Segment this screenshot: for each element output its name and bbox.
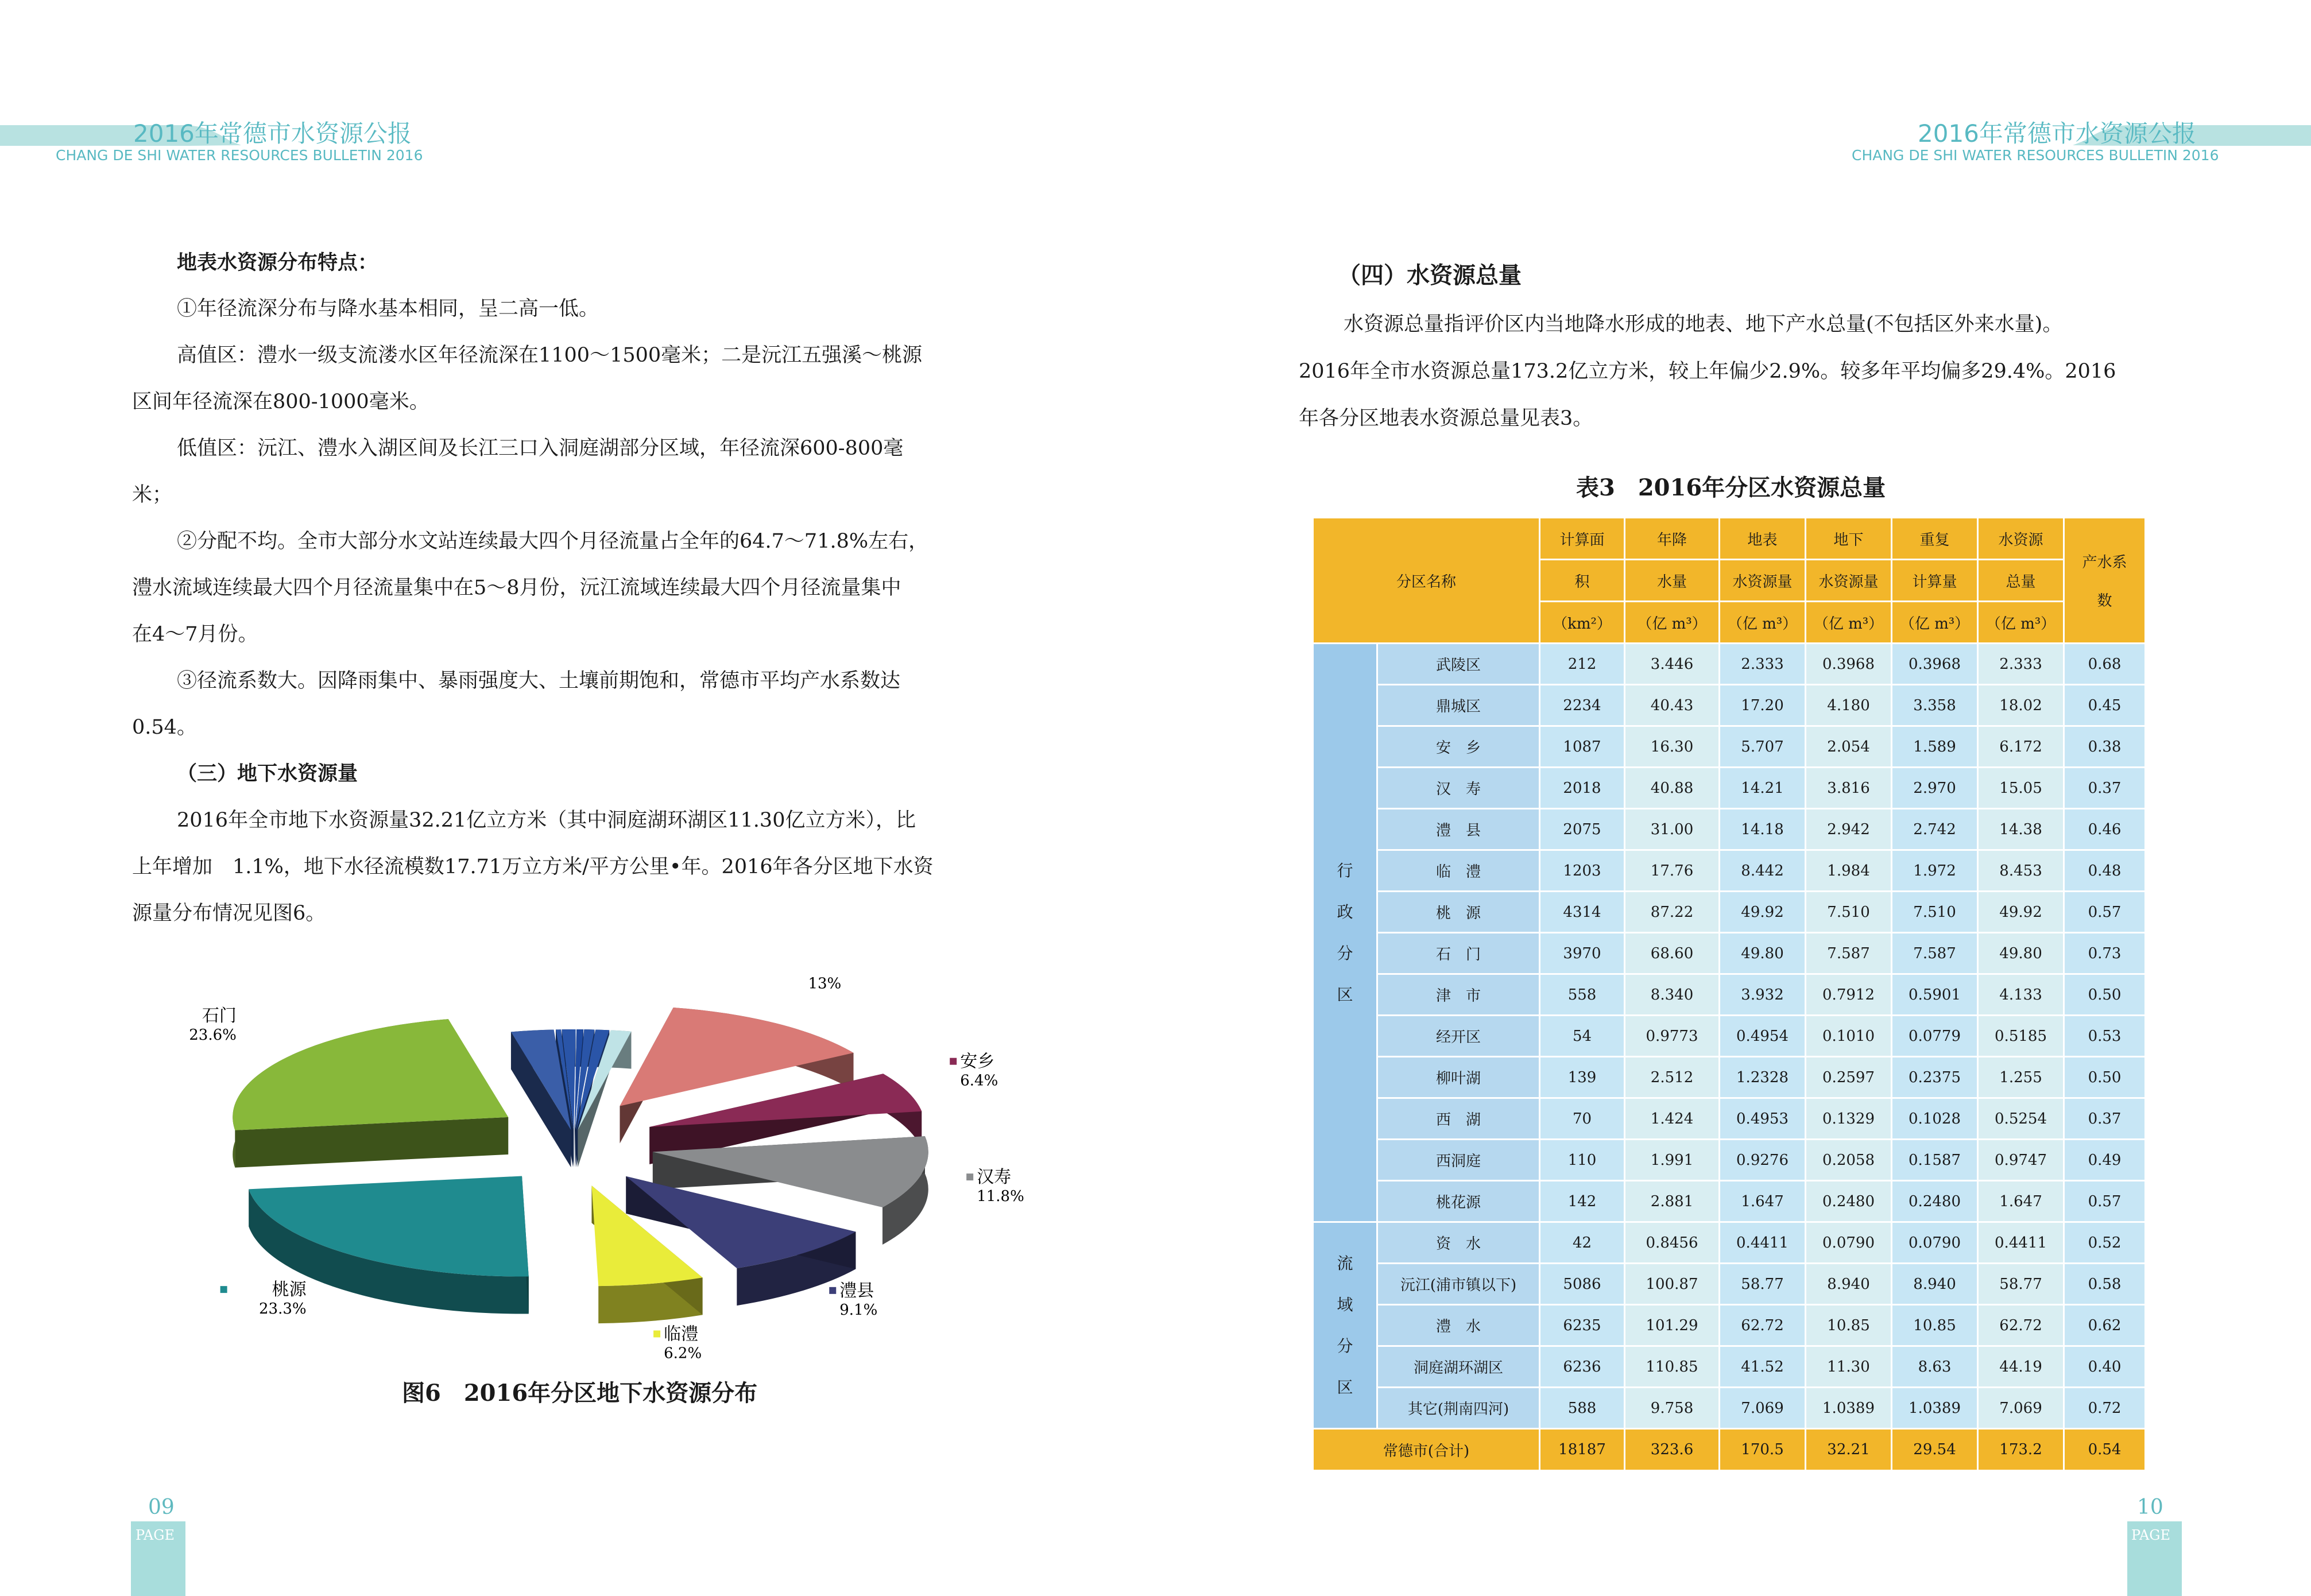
table-cell: 17.76 <box>1625 850 1720 892</box>
table-cell: 1087 <box>1540 726 1625 768</box>
col-header-surface: （亿 m³） <box>1720 602 1806 644</box>
table-cell: 323.6 <box>1625 1429 1720 1471</box>
table-cell: 2018 <box>1540 768 1625 809</box>
col-header-area: （km²） <box>1540 602 1625 644</box>
pie-label-2 <box>950 1052 998 1090</box>
table-cell: 0.2375 <box>1892 1057 1978 1098</box>
pie-label-7 <box>172 1006 237 1044</box>
table-row <box>1313 1346 2146 1388</box>
table-cell: 0.4953 <box>1720 1098 1806 1140</box>
table-cell: 0.38 <box>2064 726 2146 768</box>
pie-value-label: 6.2% <box>664 1345 702 1362</box>
table-cell: 0.58 <box>2064 1264 2146 1305</box>
table-cell: 139 <box>1540 1057 1625 1098</box>
body-line: ①年径流深分布与降水基本相同，呈二高一低。 <box>177 297 599 320</box>
table-cell: 17.20 <box>1720 685 1806 726</box>
table-cell: 100.87 <box>1625 1264 1720 1305</box>
table-cell: 6236 <box>1540 1346 1625 1388</box>
group-basin-label <box>1313 1222 1377 1429</box>
table-cell: 49.80 <box>1720 933 1806 974</box>
pie-category-label: 安乡 <box>960 1051 995 1072</box>
table-cell: 15.05 <box>1978 768 2064 809</box>
table-cell: 0.5185 <box>1978 1016 2064 1057</box>
table-cell: 49.92 <box>1720 892 1806 933</box>
table-row <box>1313 644 2146 685</box>
table-cell: 2.054 <box>1806 726 1892 768</box>
table-cell: 桃 源 <box>1377 892 1540 933</box>
table-cell: 58.77 <box>1720 1264 1806 1305</box>
pie-value-label: 23.6% <box>189 1026 237 1044</box>
table-cell: 0.54 <box>2064 1429 2146 1471</box>
col-header-coef-b: 数 <box>2097 592 2112 610</box>
pie-label-4 <box>829 1281 877 1319</box>
surface-water-heading: 地表水资源分布特点： <box>177 251 378 274</box>
col-header-dup: 重复 <box>1892 518 1978 560</box>
table-cell: 62.72 <box>1720 1305 1806 1346</box>
pie-label-3 <box>966 1167 1024 1205</box>
right-header-subtitle: CHANG DE SHI WATER RESOURCES BULLETIN 2016 <box>1852 147 2219 164</box>
col-header-ground: （亿 m³） <box>1806 602 1892 644</box>
table-cell: 2.881 <box>1625 1181 1720 1222</box>
table-cell: 0.57 <box>2064 1181 2146 1222</box>
table-cell: 3.358 <box>1892 685 1978 726</box>
col-header-name: 分区名称 <box>1313 518 1540 644</box>
table-cell: 14.18 <box>1720 809 1806 850</box>
legend-swatch <box>966 1173 973 1180</box>
table-cell: 柳叶湖 <box>1377 1057 1540 1098</box>
table-cell: 8.453 <box>1978 850 2064 892</box>
water-resources-table <box>1312 517 2146 1471</box>
table-cell: 173.2 <box>1978 1429 2064 1471</box>
table-cell: 武陵区 <box>1377 644 1540 685</box>
table-cell: 7.510 <box>1892 892 1978 933</box>
table-cell: 0.5254 <box>1978 1098 2064 1140</box>
table-cell: 0.2480 <box>1892 1181 1978 1222</box>
table-cell: 62.72 <box>1978 1305 2064 1346</box>
body-line: 低值区：沅江、澧水入湖区间及长江三口入洞庭湖部分区域，年径流深600-800毫 <box>177 437 904 460</box>
table-cell: 1.2328 <box>1720 1057 1806 1098</box>
table-cell: 588 <box>1540 1388 1625 1429</box>
table-cell: 0.9276 <box>1720 1140 1806 1181</box>
group-char: 域 <box>1337 1295 1353 1314</box>
table-cell: 0.52 <box>2064 1222 2146 1264</box>
pie-value-label: 23.3% <box>259 1300 307 1318</box>
table-cell: 7.069 <box>1720 1388 1806 1429</box>
table-cell: 16.30 <box>1625 726 1720 768</box>
table-cell: 2234 <box>1540 685 1625 726</box>
table-cell: 经开区 <box>1377 1016 1540 1057</box>
table-cell: 0.1329 <box>1806 1098 1892 1140</box>
section-total-heading: （四）水资源总量 <box>1338 262 1522 289</box>
right-page-label: PAGE <box>2131 1527 2170 1543</box>
table-cell: 1.647 <box>1720 1181 1806 1222</box>
table-cell: 0.9747 <box>1978 1140 2064 1181</box>
table-cell: 津 市 <box>1377 974 1540 1016</box>
table-row <box>1313 1181 2146 1222</box>
table-row <box>1313 850 2146 892</box>
table-cell: 石 门 <box>1377 933 1540 974</box>
table-cell: 0.1010 <box>1806 1016 1892 1057</box>
table-cell: 4314 <box>1540 892 1625 933</box>
table-row <box>1313 809 2146 850</box>
pie-label-1 <box>798 976 860 992</box>
table-cell: 0.8456 <box>1625 1222 1720 1264</box>
table-cell: 31.00 <box>1625 809 1720 850</box>
table-cell: 0.4954 <box>1720 1016 1806 1057</box>
group-admin-label <box>1313 644 1377 1222</box>
pie-value-label <box>502 976 540 977</box>
table-cell: 101.29 <box>1625 1305 1720 1346</box>
body-line: 0.54。 <box>132 716 197 739</box>
col-header-precip: 年降 <box>1625 518 1720 560</box>
col-header-coef <box>2064 518 2146 644</box>
table-cell: 3970 <box>1540 933 1625 974</box>
pie-category-label: 桃源 <box>272 1280 307 1300</box>
col-header-precip: 水量 <box>1625 560 1720 602</box>
table-cell: 1.255 <box>1978 1057 2064 1098</box>
table-cell: 5.707 <box>1720 726 1806 768</box>
pie-category-label: 临澧 <box>664 1324 699 1345</box>
body-line: 水资源总量指评价区内当地降水形成的地表、地下产水总量(不包括区外来水量)。 <box>1344 313 2063 336</box>
table-total-row <box>1313 1429 2146 1471</box>
table-cell: 西洞庭 <box>1377 1140 1540 1181</box>
table-cell: 0.48 <box>2064 850 2146 892</box>
table-cell: 0.50 <box>2064 1057 2146 1098</box>
table-cell: 8.340 <box>1625 974 1720 1016</box>
group-char: 政 <box>1337 902 1353 921</box>
table-cell: 0.2597 <box>1806 1057 1892 1098</box>
group-char: 流 <box>1337 1253 1353 1273</box>
table-cell: 1203 <box>1540 850 1625 892</box>
table-header-row <box>1313 518 2146 560</box>
table-cell: 3.446 <box>1625 644 1720 685</box>
table-cell: 0.9773 <box>1625 1016 1720 1057</box>
table-cell: 4.133 <box>1978 974 2064 1016</box>
table-row <box>1313 726 2146 768</box>
table-cell: 10.85 <box>1806 1305 1892 1346</box>
table-row <box>1313 1305 2146 1346</box>
table-row <box>1313 933 2146 974</box>
table-cell: 10.85 <box>1892 1305 1978 1346</box>
table-cell: 2.512 <box>1625 1057 1720 1098</box>
table-row <box>1313 1264 2146 1305</box>
col-header-precip: （亿 m³） <box>1625 602 1720 644</box>
table-cell: 2075 <box>1540 809 1625 850</box>
table-cell: 7.587 <box>1892 933 1978 974</box>
table-cell: 4.180 <box>1806 685 1892 726</box>
table-cell: 1.0389 <box>1806 1388 1892 1429</box>
table-cell: 110.85 <box>1625 1346 1720 1388</box>
table-cell: 54 <box>1540 1016 1625 1057</box>
col-header-total: 水资源 <box>1978 518 2064 560</box>
table-cell: 8.940 <box>1892 1264 1978 1305</box>
table-cell: 0.0790 <box>1892 1222 1978 1264</box>
table-row <box>1313 974 2146 1016</box>
legend-swatch <box>950 1058 957 1065</box>
pie-label-5 <box>653 1324 702 1362</box>
table-cell: 49.80 <box>1978 933 2064 974</box>
table-cell: 0.0790 <box>1806 1222 1892 1264</box>
table-cell: 0.3968 <box>1892 644 1978 685</box>
table-cell: 8.442 <box>1720 850 1806 892</box>
table-cell: 8.63 <box>1892 1346 1978 1388</box>
table-cell: 0.73 <box>2064 933 2146 974</box>
table-row <box>1313 768 2146 809</box>
table-cell: 9.758 <box>1625 1388 1720 1429</box>
table-cell: 558 <box>1540 974 1625 1016</box>
table-cell: 42 <box>1540 1222 1625 1264</box>
pie-label-6 <box>220 1280 307 1318</box>
table-cell: 0.4411 <box>1720 1222 1806 1264</box>
table-cell: 142 <box>1540 1181 1625 1222</box>
table-cell: 0.7912 <box>1806 974 1892 1016</box>
pie-slice-7 <box>233 1019 508 1168</box>
col-header-ground: 水资源量 <box>1806 560 1892 602</box>
table-row <box>1313 1016 2146 1057</box>
group-char: 区 <box>1337 985 1353 1004</box>
table-cell: 29.54 <box>1892 1429 1978 1471</box>
table-cell: 0.1028 <box>1892 1098 1978 1140</box>
table-cell: 1.424 <box>1625 1098 1720 1140</box>
col-header-coef-a: 产水系 <box>2082 554 2127 571</box>
pie-value-label: 11.8% <box>977 1188 1024 1206</box>
table-cell: 其它(荆南四河) <box>1377 1388 1540 1429</box>
table-cell: 58.77 <box>1978 1264 2064 1305</box>
table-cell: 安 乡 <box>1377 726 1540 768</box>
table-cell: 澧 水 <box>1377 1305 1540 1346</box>
table-cell: 0.50 <box>2064 974 2146 1016</box>
left-header-title: 2016年常德市水资源公报 <box>133 119 412 148</box>
groundwater-pie-chart <box>172 976 1091 1366</box>
table-row <box>1313 1222 2146 1264</box>
table-cell: 44.19 <box>1978 1346 2064 1388</box>
legend-swatch <box>653 1330 660 1337</box>
table-cell: 0.2480 <box>1806 1181 1892 1222</box>
pie-value-label: 13% <box>808 976 842 993</box>
table-row <box>1313 1057 2146 1098</box>
body-line: 高值区：澧水一级支流溇水区年径流深在1100～1500毫米；二是沅江五强溪～桃源 <box>177 344 923 367</box>
table-cell: 1.972 <box>1892 850 1978 892</box>
table-cell: 32.21 <box>1806 1429 1892 1471</box>
legend-swatch <box>220 1286 227 1293</box>
table-cell: 70 <box>1540 1098 1625 1140</box>
table-cell: 6.172 <box>1978 726 2064 768</box>
table-cell: 澧 县 <box>1377 809 1540 850</box>
table-cell: 68.60 <box>1625 933 1720 974</box>
table-cell: 3.932 <box>1720 974 1806 1016</box>
table-cell: 0.62 <box>2064 1305 2146 1346</box>
table-cell: 桃花源 <box>1377 1181 1540 1222</box>
table-cell: 0.37 <box>2064 1098 2146 1140</box>
section-groundwater-heading: （三）地下水资源量 <box>177 762 358 785</box>
table-cell: 1.0389 <box>1892 1388 1978 1429</box>
table-cell: 40.43 <box>1625 685 1720 726</box>
table-cell: 0.5901 <box>1892 974 1978 1016</box>
table-cell: 洞庭湖环湖区 <box>1377 1346 1540 1388</box>
table-cell: 0.1587 <box>1892 1140 1978 1181</box>
table-cell: 2.333 <box>1978 644 2064 685</box>
body-line: 上年增加 1.1%，地下水径流模数17.71万立方米/平方公里•年。2016年各分区地下水资 <box>132 855 934 878</box>
body-line: 米； <box>132 483 173 506</box>
body-line: 2016年全市水资源总量173.2亿立方米，较上年偏少2.9%。较多年平均偏多29.4%。2016 <box>1299 360 2116 383</box>
col-header-surface: 水资源量 <box>1720 560 1806 602</box>
group-char: 分 <box>1337 943 1353 963</box>
table-cell: 0.72 <box>2064 1388 2146 1429</box>
table-cell: 2.942 <box>1806 809 1892 850</box>
table-cell: 0.2058 <box>1806 1140 1892 1181</box>
table-cell: 0.49 <box>2064 1140 2146 1181</box>
group-char: 分 <box>1337 1336 1353 1355</box>
table-cell: 资 水 <box>1377 1222 1540 1264</box>
table-cell: 0.45 <box>2064 685 2146 726</box>
table-cell: 8.940 <box>1806 1264 1892 1305</box>
right-page-number: 10 <box>2137 1496 2163 1519</box>
body-line: ③径流系数大。因降雨集中、暴雨强度大、土壤前期饱和，常德市平均产水系数达 <box>177 669 901 692</box>
body-line: 澧水流域连续最大四个月径流量集中在5～8月份，沅江流域连续最大四个月径流量集中 <box>132 576 901 599</box>
table-cell: 110 <box>1540 1140 1625 1181</box>
table-cell: 常德市(合计) <box>1313 1429 1540 1471</box>
table-cell: 7.069 <box>1978 1388 2064 1429</box>
table-cell: 临 澧 <box>1377 850 1540 892</box>
table-cell: 7.510 <box>1806 892 1892 933</box>
pie-value-label <box>633 976 671 977</box>
table-cell: 0.40 <box>2064 1346 2146 1388</box>
left-page-number: 09 <box>148 1496 175 1519</box>
legend-swatch <box>829 1287 836 1294</box>
table-cell: 1.647 <box>1978 1181 2064 1222</box>
body-line: 2016年全市地下水资源量32.21亿立方米（其中洞庭湖环湖区11.30亿立方米），比 <box>177 809 916 832</box>
table-cell: 0.0779 <box>1892 1016 1978 1057</box>
pie-value-label: 9.1% <box>839 1301 878 1319</box>
body-line: 在4～7月份。 <box>132 623 258 646</box>
table-cell: 沅江(浦市镇以下) <box>1377 1264 1540 1305</box>
pie-category-label: 石门 <box>202 1005 237 1026</box>
pie-category-label: 汉寿 <box>977 1167 1012 1188</box>
body-line: 年各分区地表水资源总量见表3。 <box>1299 407 1593 430</box>
table-cell: 0.57 <box>2064 892 2146 933</box>
table-cell: 0.68 <box>2064 644 2146 685</box>
col-header-area: 积 <box>1540 560 1625 602</box>
table-cell: 18187 <box>1540 1429 1625 1471</box>
table-cell: 0.46 <box>2064 809 2146 850</box>
table-cell: 鼎城区 <box>1377 685 1540 726</box>
col-header-total: （亿 m³） <box>1978 602 2064 644</box>
table-row <box>1313 1098 2146 1140</box>
body-line: 区间年径流深在800-1000毫米。 <box>132 390 429 413</box>
table-row <box>1313 892 2146 933</box>
table-cell: 西 湖 <box>1377 1098 1540 1140</box>
table-cell: 7.587 <box>1806 933 1892 974</box>
col-header-dup: （亿 m³） <box>1892 602 1978 644</box>
table-cell: 170.5 <box>1720 1429 1806 1471</box>
table-cell: 0.3968 <box>1806 644 1892 685</box>
col-header-area: 计算面 <box>1540 518 1625 560</box>
table-cell: 2.742 <box>1892 809 1978 850</box>
table-cell: 2.970 <box>1892 768 1978 809</box>
col-header-total: 总量 <box>1978 560 2064 602</box>
table-cell: 0.4411 <box>1978 1222 2064 1264</box>
table-cell: 11.30 <box>1806 1346 1892 1388</box>
table-cell: 5086 <box>1540 1264 1625 1305</box>
table-cell: 6235 <box>1540 1305 1625 1346</box>
table-row <box>1313 685 2146 726</box>
table-title: 表3 2016年分区水资源总量 <box>1576 474 1886 501</box>
pie-value-label: 6.4% <box>960 1072 998 1090</box>
table-cell: 14.38 <box>1978 809 2064 850</box>
col-header-ground: 地下 <box>1806 518 1892 560</box>
left-header-subtitle: CHANG DE SHI WATER RESOURCES BULLETIN 2016 <box>56 147 423 164</box>
table-cell: 3.816 <box>1806 768 1892 809</box>
pie-label-8 <box>487 976 540 977</box>
table-cell: 18.02 <box>1978 685 2064 726</box>
col-header-dup: 计算量 <box>1892 560 1978 602</box>
table-row <box>1313 1388 2146 1429</box>
group-char: 行 <box>1337 861 1353 880</box>
table-cell: 41.52 <box>1720 1346 1806 1388</box>
table-cell: 0.53 <box>2064 1016 2146 1057</box>
table-row <box>1313 1140 2146 1181</box>
table-cell: 1.991 <box>1625 1140 1720 1181</box>
col-header-surface: 地表 <box>1720 518 1806 560</box>
table-cell: 0.37 <box>2064 768 2146 809</box>
table-cell: 49.92 <box>1978 892 2064 933</box>
table-cell: 1.589 <box>1892 726 1978 768</box>
group-char: 区 <box>1337 1377 1353 1397</box>
pie-category-label: 澧县 <box>839 1280 874 1301</box>
pie-label-0 <box>623 976 685 977</box>
table-cell: 40.88 <box>1625 768 1720 809</box>
body-line: ②分配不均。全市大部分水文站连续最大四个月径流量占全年的64.7～71.8%左右， <box>177 530 929 553</box>
left-page-label: PAGE <box>136 1527 175 1543</box>
table-cell: 1.984 <box>1806 850 1892 892</box>
table-cell: 212 <box>1540 644 1625 685</box>
figure-caption: 图6 2016年分区地下水资源分布 <box>402 1380 758 1407</box>
right-header-title: 2016年常德市水资源公报 <box>1918 119 2196 148</box>
table-cell: 14.21 <box>1720 768 1806 809</box>
table-cell: 87.22 <box>1625 892 1720 933</box>
table-cell: 汉 寿 <box>1377 768 1540 809</box>
body-line: 源量分布情况见图6。 <box>132 902 326 925</box>
table-cell: 2.333 <box>1720 644 1806 685</box>
